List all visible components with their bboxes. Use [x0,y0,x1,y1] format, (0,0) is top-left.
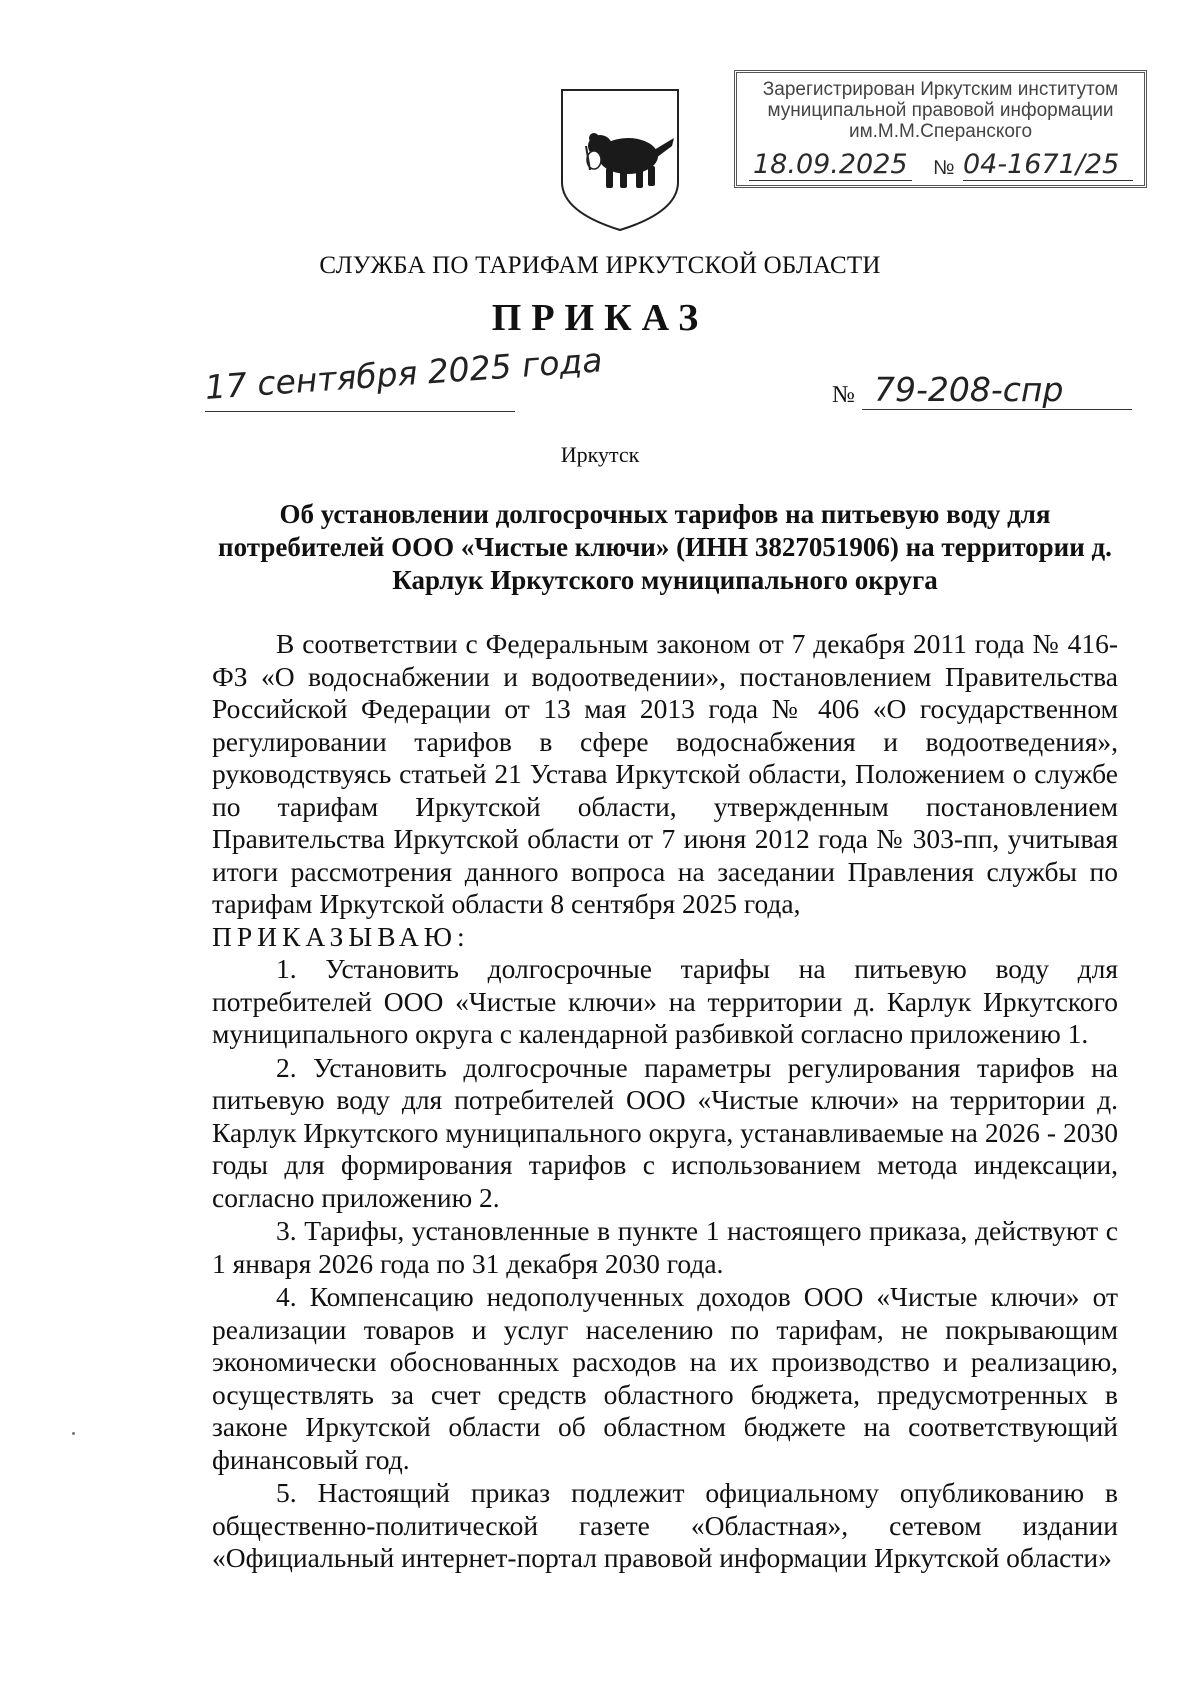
stamp-date: 18.09.2025 [749,149,912,181]
order-item-1: 1. Установить долгосрочные тарифы на питьевую воду для потребителей ООО «Чистые ключи» на территории д. Карлук Иркутского муниципального округа с календарной разбивкой согласно приложению 1. [212,953,1118,1049]
order-item-2: 2. Установить долгосрочные параметры регулирования тарифов на питьевую воду для потребителей ООО «Чистые ключи» на территории д. Карлук Иркутского муниципального округа, устанавливаемые на 2026 - 2030 годы для формирования тарифов с использованием метода индексации, согласно приложению 2. [212,1051,1118,1213]
date-underline [205,411,515,412]
city-name: Иркутск [560,442,640,467]
coat-of-arms-emblem [556,86,684,234]
registration-stamp [734,70,1147,188]
order-item-4: 4. Компенсацию недополученных доходов ООО «Чистые ключи» от реализации товаров и услуг населению по тарифам, не покрывающим экономически обоснованных расходов на их производство и реализацию, осуществлять за счет средств областного бюджета, предусмотренных в законе Иркутской области об областном бюджете на соответствующий финансовый год. [212,1281,1118,1475]
order-item-5: 5. Настоящий приказ подлежит официальному опубликованию в общественно-политической газете «Областная», сетевом издании «Официальный интернет-портал правовой информации Иркутской области» [212,1477,1118,1573]
scan-speck [72,1432,75,1435]
stamp-number-label: № [933,157,955,179]
order-number-label: № [832,382,855,408]
order-word: ПРИКАЗЫВАЮ: [212,920,470,952]
stamp-number: 04-1671/25 [963,149,1133,181]
document-title: Об установлении долгосрочных тарифов на питьевую воду для потребителей ООО «Чистые ключи» (ИНН 3827051906) на территории д. Карлук Иркутского муниципального округа [218,499,1112,595]
preamble-paragraph: В соответствии с Федеральным законом от 7 декабря 2011 года № 416-ФЗ «О водоснабжении и водоотведении», постановлением Правительства Российской Федерации от 13 мая 2013 года № 406 «О государственном регулировании тарифов в сфере водоснабжения и водоотведения», руководствуясь статьей 21 Устава Иркутской области, Положением о службе по тарифам Иркутской области, утвержденным постановлением Правительства Иркутской области от 7 июня 2012 года № 303-пп, учитывая итоги рассмотрения данного вопроса на заседании Правления службы по тарифам Иркутской области 8 сентября 2025 года, [212,628,1118,919]
stamp-line-2: муниципальной правовой информации [767,100,1114,121]
handwritten-date: 17 сентября 2025 года [203,340,604,407]
stamp-registration-row [745,149,1140,183]
stamp-line-1: Зарегистрирован Иркутским институтом [762,79,1119,100]
order-item-3: 3. Тарифы, установленные в пункте 1 настоящего приказа, действуют с 1 января 2026 года по 31 декабря 2030 года. [212,1215,1118,1279]
agency-name: СЛУЖБА ПО ТАРИФАМ ИРКУТСКОЙ ОБЛАСТИ [319,252,881,279]
handwritten-order-number: 79-208-спр [862,370,1132,410]
document-body [212,628,1118,1576]
coat-of-arms-icon [556,86,684,234]
stamp-line-3: им.М.М.Сперанского [848,121,1033,142]
document-type: ПРИКАЗ [491,297,709,339]
